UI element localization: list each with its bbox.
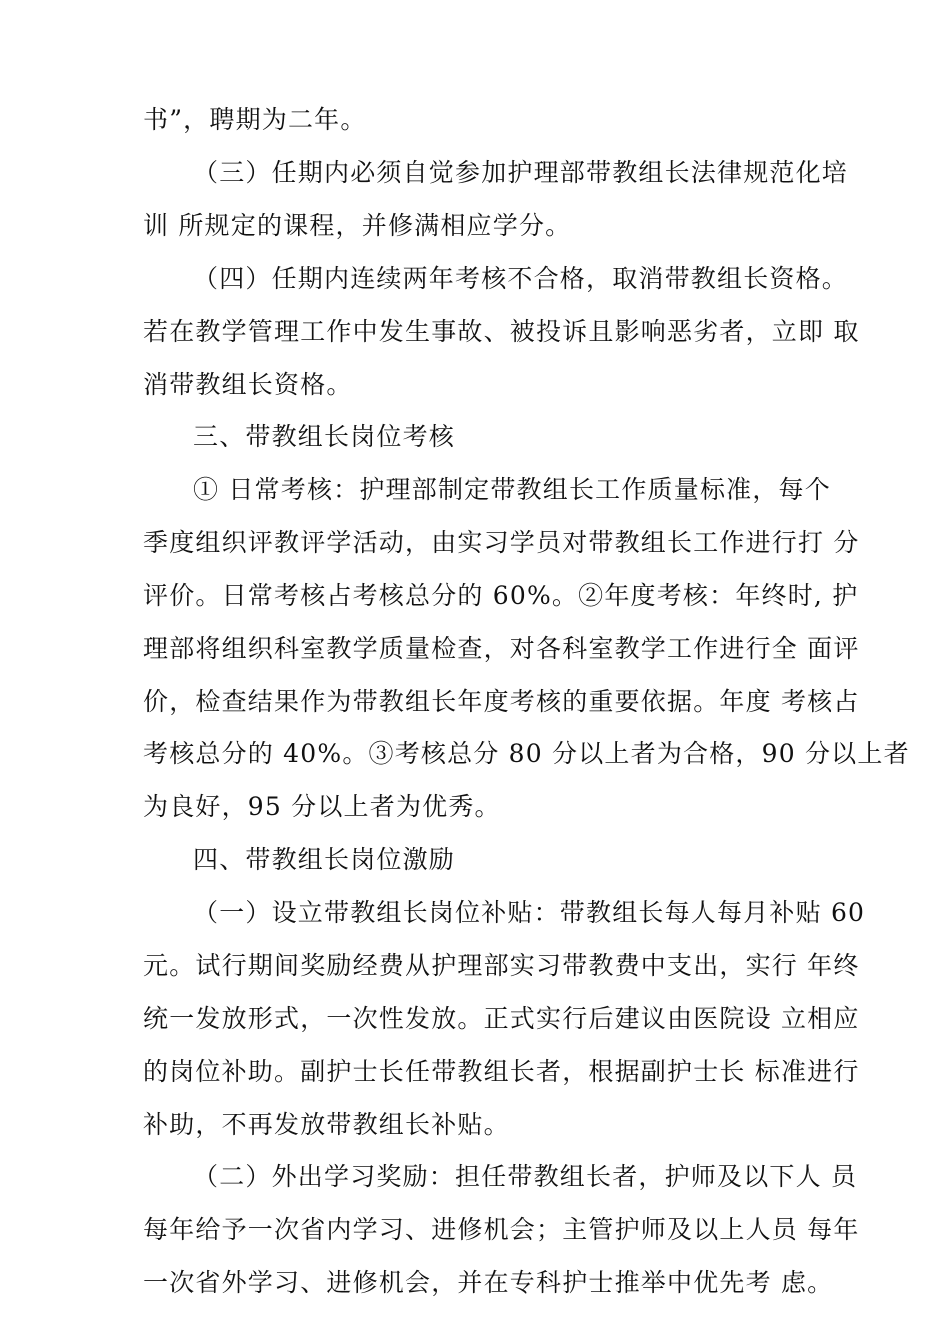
text-line: 考核总分的 40%。③考核总分 80 分以上者为合格，90 分以上者 bbox=[143, 739, 910, 768]
text-line: 一次省外学习、进修机会，并在专科护士推举中优先考 虑。 bbox=[143, 1268, 834, 1297]
text-line: ① 日常考核：护理部制定带教组长工作质量标准，每个 bbox=[193, 475, 831, 504]
text-line: 每年给予一次省内学习、进修机会；主管护师及以上人员 每年 bbox=[143, 1215, 860, 1244]
text-line: 若在教学管理工作中发生事故、被投诉且影响恶劣者，立即 取 bbox=[143, 317, 860, 346]
text-line: （三）任期内必须自觉参加护理部带教组长法律规范化培 bbox=[193, 158, 849, 187]
section-heading: 三、带教组长岗位考核 bbox=[193, 422, 456, 451]
text-line: （四）任期内连续两年考核不合格，取消带教组长资格。 bbox=[193, 264, 849, 293]
text-line: 为良好，95 分以上者为优秀。 bbox=[143, 792, 501, 821]
text-line: 书”，聘期为二年。 bbox=[143, 105, 367, 134]
text-line: 统一发放形式，一次性发放。正式实行后建议由医院设 立相应 bbox=[143, 1004, 860, 1033]
text-line: 价，检查结果作为带教组长年度考核的重要依据。年度 考核占 bbox=[143, 687, 860, 716]
text-line: 消带教组长资格。 bbox=[143, 370, 353, 399]
text-line: 评价。日常考核占考核总分的 60%。②年度考核：年终时, 护 bbox=[143, 581, 859, 610]
text-line: 理部将组织科室教学质量检查，对各科室教学工作进行全 面评 bbox=[143, 634, 860, 663]
text-line: 补助，不再发放带教组长补贴。 bbox=[143, 1110, 510, 1139]
text-line: 训 所规定的课程，并修满相应学分。 bbox=[143, 211, 572, 240]
text-line: 元。试行期间奖励经费从护理部实习带教费中支出，实行 年终 bbox=[143, 951, 860, 980]
text-line: （二）外出学习奖励：担任带教组长者，护师及以下人 员 bbox=[193, 1162, 858, 1191]
text-line: （一）设立带教组长岗位补贴：带教组长每人每月补贴 60 bbox=[193, 898, 866, 927]
section-heading: 四、带教组长岗位激励 bbox=[193, 845, 456, 874]
text-line: 季度组织评教评学活动，由实习学员对带教组长工作进行打 分 bbox=[143, 528, 860, 557]
text-line: 的岗位补助。副护士长任带教组长者，根据副护士长 标准进行 bbox=[143, 1057, 860, 1086]
